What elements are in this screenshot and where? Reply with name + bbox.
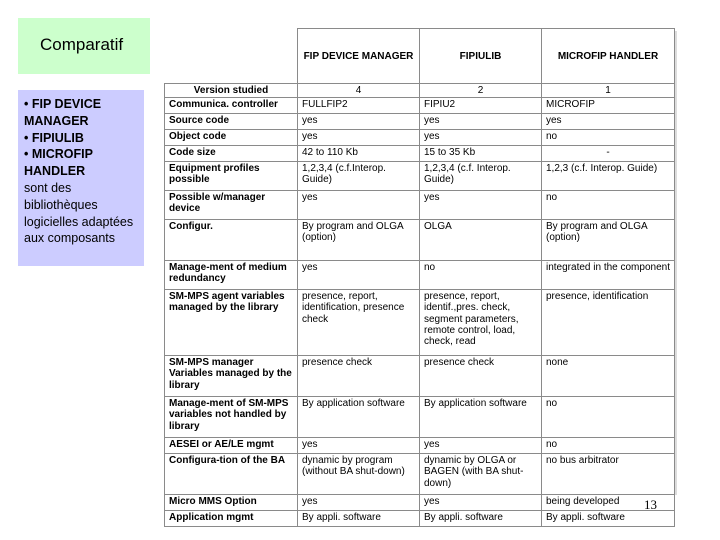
table-cell: no [542,397,675,438]
table-row [165,162,675,191]
library-item-microfip-handler: • MICROFIP HANDLER [24,147,93,179]
table-row [165,146,675,162]
table-row [165,495,675,511]
table-cell: presence check [420,356,542,397]
library-item-fipiulib: • FIPIULIB [24,130,84,145]
row-label: Source code [165,114,298,130]
table-row [165,454,675,495]
table-row [165,290,675,356]
table-cell: dynamic by program (without BA shut-down) [298,454,420,495]
table-cell: By application software [298,397,420,438]
table-row [165,261,675,290]
row-label: Communica. controller [165,98,298,114]
table-cell: By appli. software [542,511,675,527]
table-row [165,397,675,438]
table-cell: yes [298,191,420,220]
table-cell: yes [298,130,420,146]
table-cell: no [542,130,675,146]
table-cell: yes [420,130,542,146]
table-cell: presence, report, identification, presence check [298,290,420,356]
table-cell: yes [420,191,542,220]
table-cell: no [542,191,675,220]
table-cell: yes [298,438,420,454]
row-label: SM-MPS agent variables managed by the library [165,290,298,356]
slide-title: Comparatif [40,35,124,54]
table-cell: yes [542,114,675,130]
table-row [165,356,675,397]
table-cell: presence, report, identif.,pres. check, segment parameters, remote control, load, check, read [420,290,542,356]
table-cell: presence check [298,356,420,397]
table-cell: no bus arbitrator [542,454,675,495]
table-cell: being developed [542,495,675,511]
table-cell: By application software [420,397,542,438]
row-label: Code size [165,146,298,162]
row-label: Equipment profiles possible [165,162,298,191]
table-cell: By appli. software [420,511,542,527]
table-cell: 1,2,3,4 (c.f.Interop. Guide) [298,162,420,191]
table-row [165,98,675,114]
table-row [165,511,675,527]
row-label: Possible w/manager device [165,191,298,220]
library-description: sont des bibliothèques logicielles adaptées aux composants [24,180,134,246]
table-cell: yes [420,114,542,130]
table-cell: yes [420,495,542,511]
table-cell: 42 to 110 Kb [298,146,420,162]
row-label: Application mgmt [165,511,298,527]
table-cell: yes [298,114,420,130]
row-label: Version studied [165,84,298,98]
table-cell: yes [298,261,420,290]
comparison-table-body [165,29,675,527]
table-row [165,438,675,454]
table-cell: 2 [420,84,542,98]
table-cell: yes [420,438,542,454]
row-label: SM-MPS manager Variables managed by the library [165,356,298,397]
table-cell: presence, identification [542,290,675,356]
slide-title-box [18,18,150,74]
row-label: Object code [165,130,298,146]
table-cell: 4 [298,84,420,98]
table-cell: no [420,261,542,290]
table-cell: integrated in the component [542,261,675,290]
column-header: MICROFIP HANDLER [542,29,675,84]
table-cell: By appli. software [298,511,420,527]
row-label: AESEI or AE/LE mgmt [165,438,298,454]
table-cell: no [542,438,675,454]
column-header: FIP DEVICE MANAGER [298,29,420,84]
table-row [165,191,675,220]
table-row [165,130,675,146]
table-cell: none [542,356,675,397]
table-cell: yes [298,495,420,511]
table-cell: OLGA [420,220,542,261]
table-cell: 1,2,3,4 (c.f. Interop. Guide) [420,162,542,191]
library-list-box [18,90,144,266]
row-label: Configura-tion of the BA [165,454,298,495]
table-cell: dynamic by OLGA or BAGEN (with BA shut-down) [420,454,542,495]
header-blank-cell [165,29,298,84]
table-cell: FIPIU2 [420,98,542,114]
table-row [165,220,675,261]
library-item-fip-device-manager: • FIP DEVICE MANAGER [24,97,102,128]
table-cell: 1 [542,84,675,98]
table-cell: 1,2,3 (c.f. Interop. Guide) [542,162,675,191]
table-cell: - [542,146,675,162]
row-label: Micro MMS Option [165,495,298,511]
row-label: Manage-ment of SM-MPS variables not handled by library [165,397,298,438]
row-label: Manage-ment of medium redundancy [165,261,298,290]
row-label: Configur. [165,220,298,261]
table-cell: By program and OLGA (option) [298,220,420,261]
table-cell: By program and OLGA (option) [542,220,675,261]
comparison-table [164,28,675,527]
table-cell: FULLFIP2 [298,98,420,114]
table-header-row [165,29,675,84]
page-number: 13 [644,497,657,512]
table-cell: MICROFIP [542,98,675,114]
column-header: FIPIULIB [420,29,542,84]
table-row [165,84,675,98]
table-row [165,114,675,130]
table-cell: 15 to 35 Kb [420,146,542,162]
